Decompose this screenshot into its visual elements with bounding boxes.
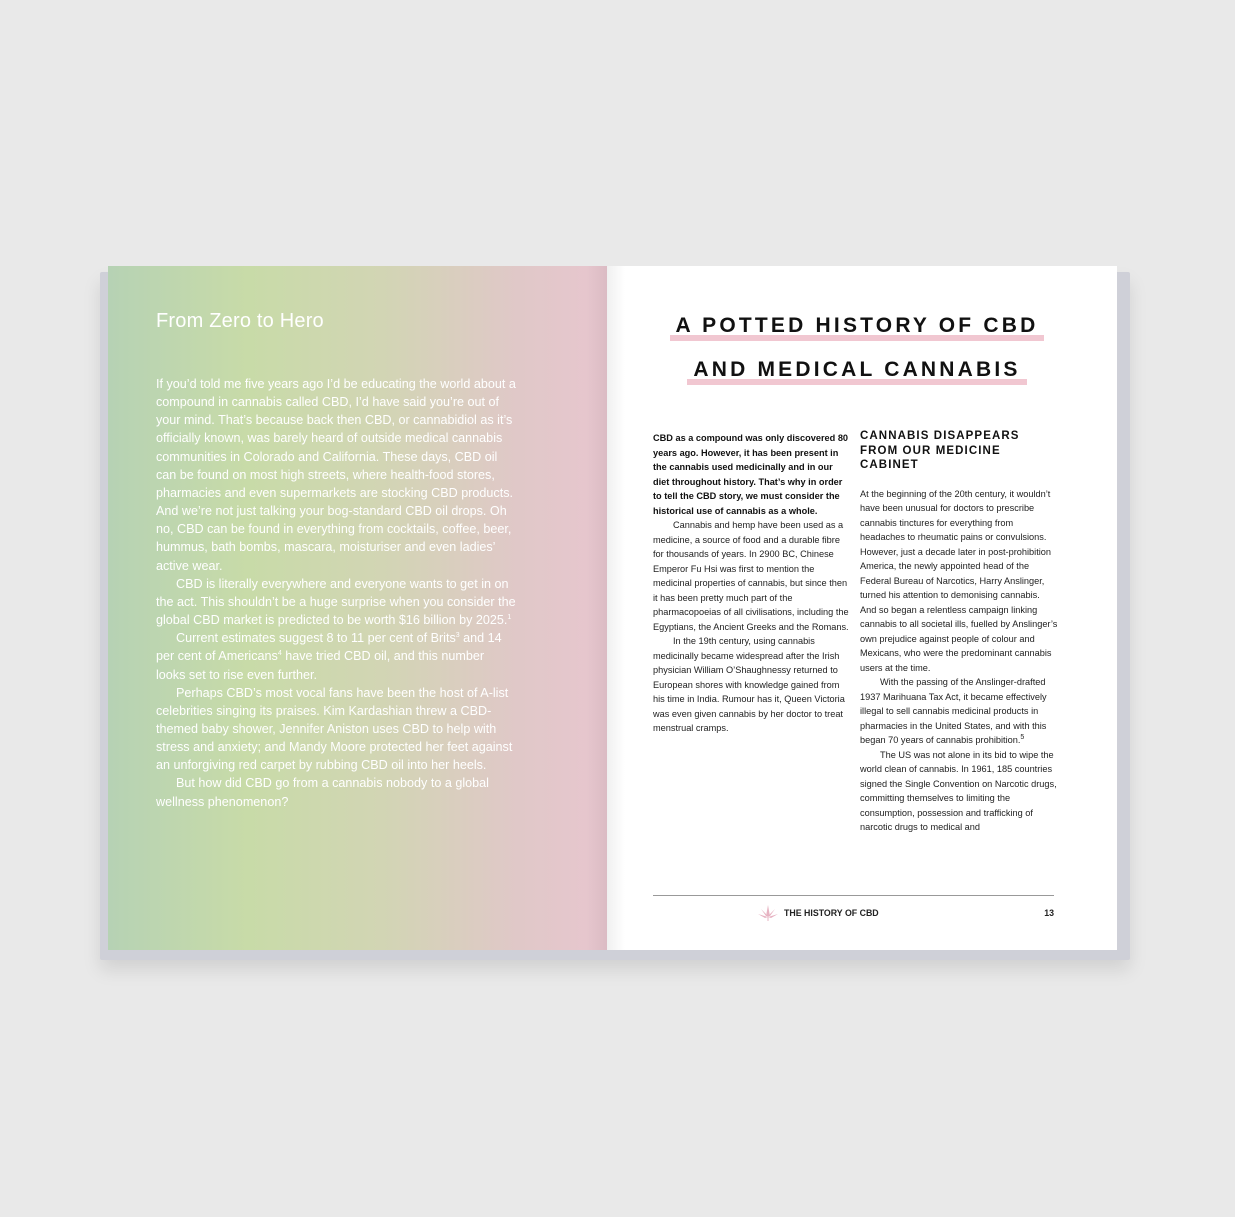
left-page-heading: From Zero to Hero xyxy=(156,310,324,332)
page-footer xyxy=(653,906,1054,922)
footer-rule xyxy=(653,895,1054,896)
left-paragraph-3: Current estimates suggest 8 to 11 per cent of Brits$^3$ and 14 per cent of Americans$^4$ have tried CBD oil, and this number looks set to rise even further. xyxy=(156,631,502,682)
left-paragraph-4: Perhaps CBD’s most vocal fans have been the host of A-list celebrities singing its praises. Kim Kardashian threw a CBD-themed baby shower, Jennifer Aniston uses CBD to help with stress and anxiety; and Mandy Moore protected her feet against an unforgiving red carpet by rubbing CBD oil into her heels. xyxy=(156,685,513,773)
body-paragraph: In the 19th century, using cannabis medicinally became widespread after the Irish physician William O’Shaughnessy returned to European shores with knowledge gained from his time in India. Rumour has it, Queen Victoria was even given cannabis by her doctor to treat menstrual cramps. xyxy=(653,636,845,733)
body-paragraph: Cannabis and hemp have been used as a medicine, a source of food and a durable fibre for thousands of years. In 2900 BC, Chinese Emperor Fu Hsi was first to mention the medicinal properties of cannabis, but since then it has been pretty much part of the pharmacopoeias of all civilisations, including the Egyptians, the Ancient Greeks and the Romans. xyxy=(653,520,849,632)
body-paragraph: With the passing of the Anslinger-drafted 1937 Marihuana Tax Act, it became effectively illegal to sell cannabis medicinal products in pharmacies in the United States, and with this began 70 years of cannabis prohibition.$^5$ xyxy=(860,677,1047,745)
chapter-title-line-2: AND MEDICAL CANNABIS xyxy=(693,358,1021,381)
cannabis-leaf-icon xyxy=(757,904,779,922)
left-paragraph-5: But how did CBD go from a cannabis nobody to a global wellness phenomenon? xyxy=(156,776,489,809)
lead-paragraph: CBD as a compound was only discovered 80 years ago. However, it has been present in the cannabis used medicinally and in our diet throughout history. That’s why in order to tell the CBD story, we must consider the historical use of cannabis as a whole. xyxy=(653,433,849,516)
footnote-ref: 1 xyxy=(507,613,512,621)
left-page xyxy=(108,266,608,950)
text-column-left xyxy=(653,431,849,736)
left-paragraph-1: If you’d told me five years ago I’d be educating the world about a compound in cannabis called CBD, I’d have said you’re out of your mind. That’s because back then CBD, or cannabidiol as it’s officially known, was barely heard of outside medical cannabis communities in Colorado and California. These days, CBD oil can be found on most high streets, where health-food stores, pharmacies and even supermarkets are stocking CBD products. And we’re not just talking your bog-standard CBD oil drops. Oh no, CBD can be found in everything from cocktails, coffee, beer, hummus, bath bombs, mascara, moisturiser and even ladies’ active wear. xyxy=(156,377,516,573)
footnote-ref: 4 xyxy=(277,650,282,658)
page-number: 13 xyxy=(1044,908,1054,918)
left-paragraph-2: CBD is literally everywhere and everyone wants to get in on the act. This shouldn’t be a huge surprise when you consider the global CBD market is predicted to be worth $16 billion by 2025.$^1$ xyxy=(156,576,516,628)
footnote-ref: 5 xyxy=(1020,733,1025,741)
section-heading: CANNABIS DISAPPEARS FROM OUR MEDICINE CABINET xyxy=(860,430,1020,471)
left-page-body xyxy=(156,375,516,811)
body-paragraph: The US was not alone in its bid to wipe the world clean of cannabis. In 1961, 185 countries signed the Single Convention on Narcotic drugs, committing themselves to limiting the consumption, possession and trafficking of narcotic drugs to medical and xyxy=(860,749,1057,832)
footnote-ref: 3 xyxy=(455,632,460,639)
chapter-title-line-1: A POTTED HISTORY OF CBD xyxy=(675,314,1039,337)
body-paragraph: At the beginning of the 20th century, it wouldn’t have been unusual for doctors to prescribe cannabis tinctures for everything from headaches to rheumatic pains or convulsions. However, just a decade later in post-prohibition America, the newly appointed head of the Federal Bureau of Narcotics, Harry Anslinger, turned his attention to demonising cannabis. And so began a relentless campaign linking cannabis to all societal ills, fuelled by Anslinger’s own prejudice against people of colour and Mexicans, who were the predominant cannabis users at the time. xyxy=(860,488,1058,673)
right-page xyxy=(607,266,1117,950)
text-column-right xyxy=(860,429,1058,835)
chapter-title xyxy=(607,314,1107,402)
running-footer-title: THE HISTORY OF CBD xyxy=(784,908,879,918)
